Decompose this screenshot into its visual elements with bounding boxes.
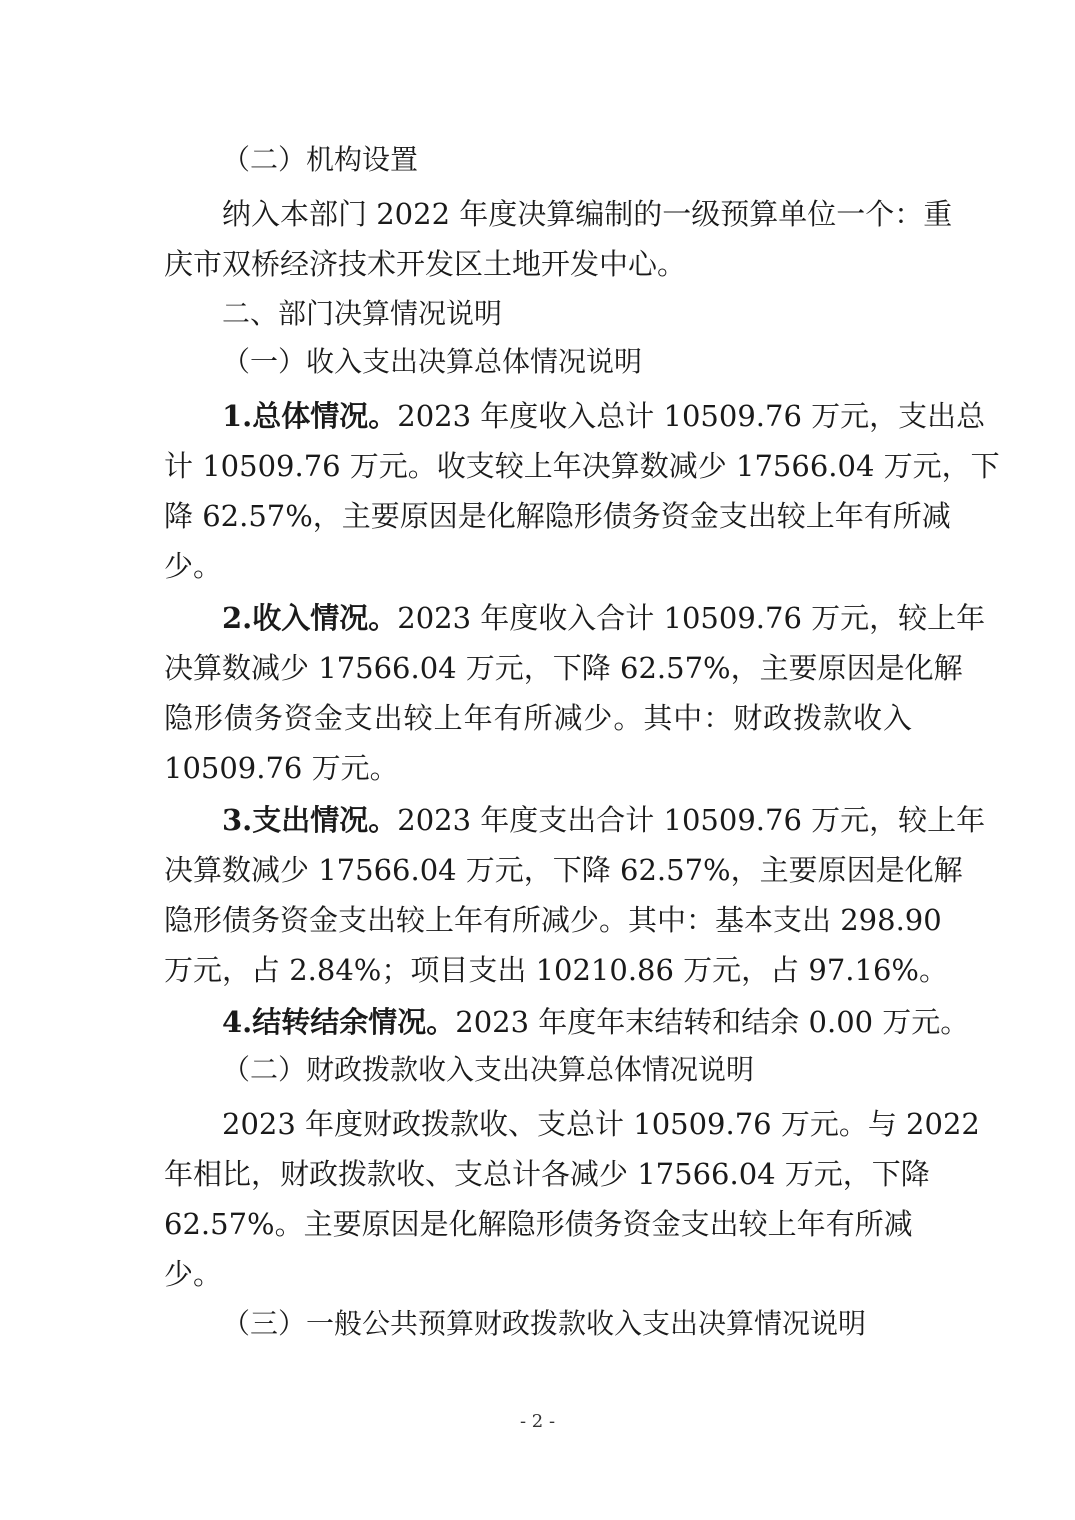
section-heading-org-setup: （二）机构设置 — [222, 143, 419, 176]
sub-heading-general-public-budget: （三）一般公共预算财政拨款收入支出决算情况说明 — [222, 1307, 867, 1340]
sub-heading-income-expense-overall: （一）收入支出决算总体情况说明 — [222, 345, 643, 378]
paragraph-fiscal-line-2: 年相比，财政拨款收、支总计各减少 17566.04 万元，下降 — [164, 1157, 930, 1191]
paragraph-income-line-3: 隐形债务资金支出较上年有所减少。其中：财政拨款收入 — [164, 701, 912, 735]
paragraph-carryover-line-1-text: 2023 年度年末结转和结余 0.00 万元。 — [455, 1005, 970, 1039]
paragraph-overall-line-1 — [222, 398, 986, 434]
paragraph-fiscal-line-1: 2023 年度财政拨款收、支总计 10509.76 万元。与 2022 — [222, 1107, 980, 1141]
paragraph-carryover-title: 4.结转结余情况。 — [222, 1005, 456, 1039]
paragraph-overall-title: 1.总体情况。 — [222, 399, 398, 433]
paragraph-income-title: 2.收入情况。 — [222, 601, 398, 635]
paragraph-org-line-2: 庆市双桥经济技术开发区土地开发中心。 — [164, 247, 687, 281]
paragraph-overall-line-3: 降 62.57%，主要原因是化解隐形债务资金支出较上年有所减 — [164, 499, 951, 533]
paragraph-fiscal-line-3: 62.57%。主要原因是化解隐形债务资金支出较上年有所减 — [164, 1207, 913, 1241]
paragraph-expense-title: 3.支出情况。 — [222, 803, 398, 837]
paragraph-income-line-1 — [222, 600, 986, 636]
sub-heading-fiscal-appropriation-overall: （二）财政拨款收入支出决算总体情况说明 — [222, 1053, 755, 1086]
paragraph-expense-line-2: 决算数减少 17566.04 万元，下降 62.57%，主要原因是化解 — [164, 853, 963, 887]
paragraph-overall-line-4: 少。 — [164, 549, 223, 583]
paragraph-income-line-2: 决算数减少 17566.04 万元，下降 62.57%，主要原因是化解 — [164, 651, 963, 685]
paragraph-overall-line-2: 计 10509.76 万元。收支较上年决算数减少 17566.04 万元，下 — [164, 449, 1000, 483]
page-number: - 2 - — [519, 1411, 556, 1432]
paragraph-expense-line-3: 隐形债务资金支出较上年有所减少。其中：基本支出 298.90 — [164, 903, 942, 937]
paragraph-expense-line-1 — [222, 802, 986, 838]
paragraph-expense-line-4: 万元，占 2.84%；项目支出 10210.86 万元，占 97.16%。 — [164, 953, 948, 987]
paragraph-income-line-1-text: 2023 年度收入合计 10509.76 万元，较上年 — [397, 601, 986, 635]
paragraph-overall-line-1-text: 2023 年度收入总计 10509.76 万元，支出总 — [397, 399, 986, 433]
part-heading-dept-accounts: 二、部门决算情况说明 — [222, 297, 503, 330]
paragraph-expense-line-1-text: 2023 年度支出合计 10509.76 万元，较上年 — [397, 803, 986, 837]
paragraph-carryover-line-1 — [222, 1004, 970, 1040]
paragraph-org-line-1: 纳入本部门 2022 年度决算编制的一级预算单位一个：重 — [222, 197, 953, 231]
paragraph-income-line-4: 10509.76 万元。 — [164, 751, 399, 785]
paragraph-fiscal-line-4: 少。 — [164, 1257, 223, 1291]
